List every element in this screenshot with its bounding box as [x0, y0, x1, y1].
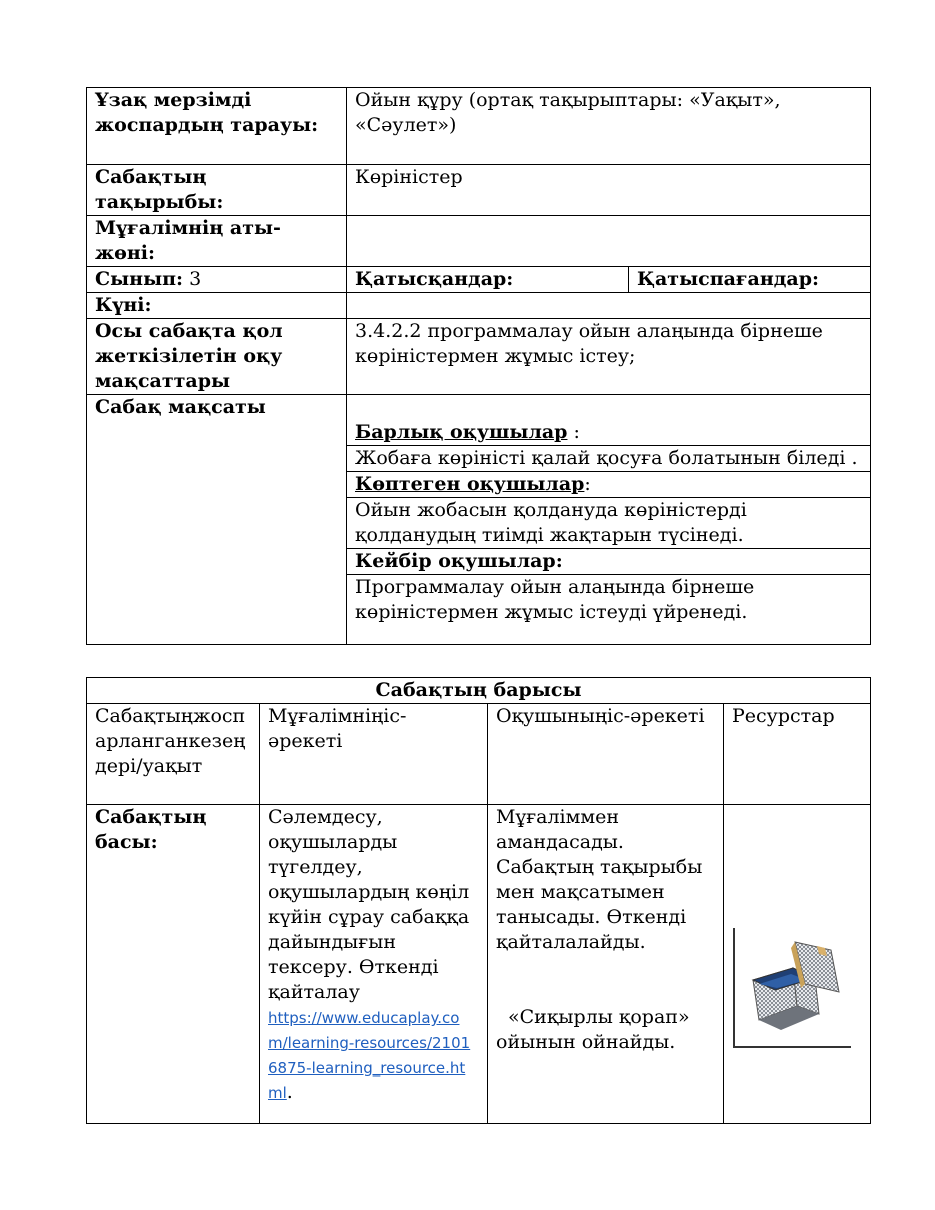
present-label: Қатысқандар: [347, 267, 629, 293]
class-value: 3 [189, 268, 202, 290]
class-cell [87, 267, 347, 293]
stage-start: Сабақтың басы: [87, 805, 260, 1124]
game-text: «Сиқырлы қорап» ойынын ойнайды. [496, 1006, 690, 1053]
date-value [347, 293, 871, 319]
all-students-text: Жобаға көріністі қалай қосуға болатынын біледі . [355, 447, 858, 469]
all-students-colon: : [567, 421, 580, 443]
all-students-label: Барлық оқушылар [355, 421, 568, 443]
header-student: Оқушыныңіс-әрекеті [488, 704, 724, 805]
goal-label: Сабақ мақсаты [87, 395, 347, 645]
flow-title: Сабақтың барысы [87, 678, 871, 704]
teacher-value [347, 216, 871, 267]
many-students-label: Көптеген оқушылар [355, 473, 585, 495]
some-students-label: Кейбір оқушылар: [355, 550, 563, 572]
date-label: Күні: [87, 293, 347, 319]
all-students-heading [355, 420, 862, 445]
teacher-action-cell [260, 805, 488, 1124]
teacher-action: Сәлемдесу, оқушыларды түгелдеу, оқушылардың көңіл күйін сұрау сабаққа дайындығын тексеру. Өткенді қайталау [268, 806, 470, 1003]
topic-label: Сабақтың тақырыбы: [87, 165, 347, 216]
topic-value: Көріністер [347, 165, 871, 216]
teacher-label: Мұғалімнің аты-жөні: [87, 216, 347, 267]
resource-link[interactable]: https://www.educaplay.com/learning-resources/21016875-learning_resource.html [268, 1009, 471, 1102]
resources-cell [724, 805, 871, 1124]
magic-box-image [733, 928, 851, 1048]
lesson-info-table [86, 87, 871, 645]
many-students-text: Ойын жобасын қолдануда көріністерді қолданудың тиімді жақтарын түсінеді. [355, 499, 747, 546]
header-teacher: Мұғалімніңіс-әрекеті [260, 704, 488, 805]
class-label: Сынып: [95, 268, 184, 290]
header-resources: Ресурстар [724, 704, 871, 805]
objectives-value: 3.4.2.2 программалау ойын алаңында бірнеше көріністермен жұмыс істеу; [347, 319, 871, 395]
long-term-label: Ұзақ мерзімді жоспардың тарауы: [87, 88, 347, 165]
link-dot: . [286, 1081, 293, 1103]
long-term-value: Ойын құру (ортақ тақырыптары: «Уақыт», «Сәулет») [347, 88, 871, 165]
gift-box-icon [735, 928, 851, 1046]
student-action-cell [488, 805, 724, 1124]
absent-label: Қатыспағандар: [629, 267, 871, 293]
many-students-heading [355, 472, 862, 497]
lesson-flow-table [86, 677, 871, 1124]
student-action: Мұғаліммен амандасады. Сабақтың тақырыбы мен мақсатымен танысады. Өткенді қайталалайды. [496, 806, 703, 953]
some-students-text: Программалау ойын алаңында бірнеше көріністермен жұмыс істеуді үйренеді. [355, 576, 755, 623]
goal-content [347, 395, 871, 645]
many-students-colon: : [584, 473, 591, 495]
header-stages: Сабақтыңжоспарланганкезеңдері/уақыт [87, 704, 260, 805]
objectives-label: Осы сабақта қол жеткізілетін оқу мақсаттары [87, 319, 347, 395]
